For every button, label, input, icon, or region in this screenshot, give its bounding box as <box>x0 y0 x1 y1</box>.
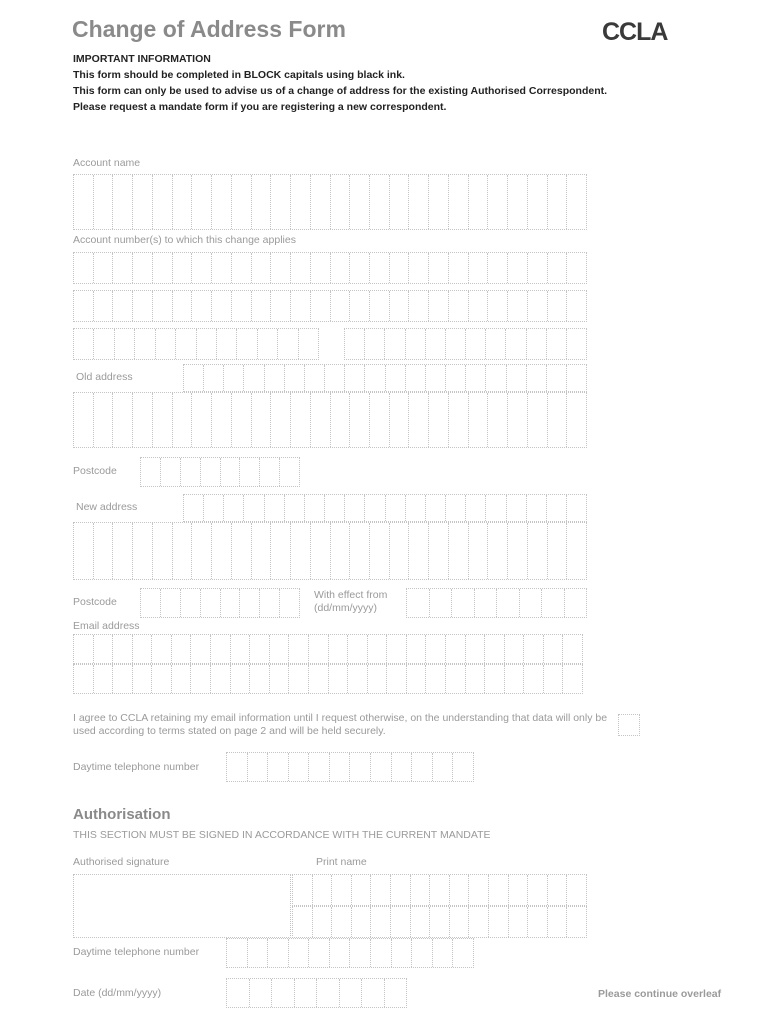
account-number-field-3[interactable] <box>73 328 319 360</box>
important-information <box>73 51 633 115</box>
email-cells-2 <box>74 665 582 693</box>
print-name-label: Print name <box>316 856 367 868</box>
email-cells-1 <box>74 635 582 663</box>
new-postcode-label: Postcode <box>73 596 117 608</box>
continue-overleaf-note: Please continue overleaf <box>598 988 722 1000</box>
account-numbers-label: Account number(s) to which this change applies <box>73 234 296 246</box>
account-name-cells <box>74 175 586 229</box>
effect-from-date-cells <box>407 589 586 617</box>
effect-from-label-line-2: (dd/mm/yyyy) <box>314 602 377 614</box>
new-address-label: New address <box>76 501 138 513</box>
new-postcode-field[interactable] <box>140 588 300 618</box>
effect-from-label <box>314 589 387 615</box>
old-address-cells-1 <box>184 365 586 391</box>
account-number-field-2[interactable] <box>73 290 587 322</box>
account-name-label: Account name <box>73 157 141 169</box>
old-address-line-1[interactable] <box>183 364 587 392</box>
email-field-line-1[interactable] <box>73 634 583 664</box>
new-address-cells-1 <box>184 495 586 521</box>
account-number-field-1[interactable] <box>73 252 587 284</box>
auth-date-label: Date (dd/mm/yyyy) <box>73 987 162 999</box>
account-name-field[interactable] <box>73 174 587 230</box>
daytime-phone-cells <box>227 753 473 781</box>
email-consent-text: I agree to CCLA retaining my email information until I request otherwise, on the understanding that data will only be used according to terms stated on page 2 and will be held securely. <box>73 712 608 737</box>
auth-daytime-phone-cells <box>227 939 473 967</box>
old-address-cells-2 <box>74 393 586 447</box>
daytime-phone-label: Daytime telephone number <box>73 761 200 773</box>
old-postcode-field[interactable] <box>140 457 300 487</box>
signature-box[interactable] <box>73 874 291 938</box>
auth-date-cells <box>227 979 406 1007</box>
account-number-field-4[interactable] <box>344 328 587 360</box>
email-label: Email address <box>73 620 140 632</box>
authorisation-title: Authorisation <box>73 806 171 823</box>
new-postcode-cells <box>141 589 299 617</box>
old-address-lines[interactable] <box>73 392 587 448</box>
auth-daytime-phone-label: Daytime telephone number <box>73 946 200 958</box>
authorisation-subtitle: THIS SECTION MUST BE SIGNED IN ACCORDANCE WITH THE CURRENT MANDATE <box>73 829 491 841</box>
new-address-cells-2 <box>74 523 586 579</box>
important-line-3: Please request a mandate form if you are registering a new correspondent. <box>73 101 447 113</box>
old-address-label: Old address <box>76 371 133 383</box>
print-name-cells-1 <box>293 875 586 905</box>
print-name-field-1[interactable] <box>292 874 587 906</box>
new-address-line-1[interactable] <box>183 494 587 522</box>
auth-date-field[interactable] <box>226 978 407 1008</box>
email-consent-checkbox[interactable] <box>618 714 640 736</box>
old-postcode-cells <box>141 458 299 486</box>
print-name-field-2[interactable] <box>292 906 587 938</box>
account-number-cells-3 <box>74 329 318 359</box>
account-number-cells-2 <box>74 291 586 321</box>
print-name-cells-2 <box>293 907 586 937</box>
account-number-cells-4 <box>345 329 586 359</box>
auth-daytime-phone-field[interactable] <box>226 938 474 968</box>
important-heading: IMPORTANT INFORMATION <box>73 53 211 65</box>
important-line-1: This form should be completed in BLOCK capitals using black ink. <box>73 69 405 81</box>
effect-from-label-line-1: With effect from <box>314 589 388 601</box>
email-field-line-2[interactable] <box>73 664 583 694</box>
new-address-lines[interactable] <box>73 522 587 580</box>
signature-label: Authorised signature <box>73 856 170 868</box>
daytime-phone-field[interactable] <box>226 752 474 782</box>
important-line-2: This form can only be used to advise us of a change of address for the existing Authorised Correspondent. <box>73 85 608 97</box>
old-postcode-label: Postcode <box>73 465 117 477</box>
form-title: Change of Address Form <box>72 16 346 42</box>
account-number-cells-1 <box>74 253 586 283</box>
effect-from-date-field[interactable] <box>406 588 587 618</box>
ccla-logo: CCLA <box>602 18 668 46</box>
